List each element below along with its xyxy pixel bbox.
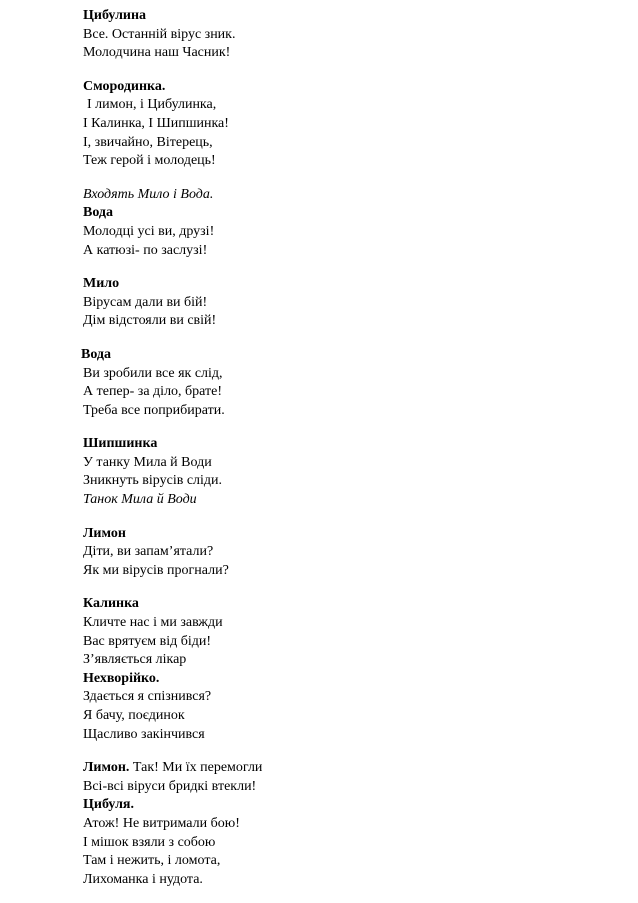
- dialogue-line: Діти, ви запам’ятали?: [83, 544, 214, 560]
- speaker-name: Вода: [81, 346, 112, 362]
- dialogue-line: Здається я спізнився?: [83, 689, 212, 705]
- speaker-name: Нехворійко.: [83, 670, 160, 686]
- dialogue-block-voda-1: [83, 186, 603, 260]
- stage-direction: Входять Мило і Вода.: [83, 186, 214, 202]
- speaker-name: Лимон.: [83, 760, 130, 776]
- dialogue-line: Треба все поприбирати.: [83, 402, 225, 418]
- dialogue-line: І Калинка, І Шипшинка!: [83, 115, 229, 131]
- stage-direction: Танок Мила й Води: [83, 492, 197, 508]
- speaker-name: Шипшинка: [83, 436, 158, 452]
- speaker-name: Калинка: [83, 596, 139, 612]
- dialogue-line: Вірусам дали ви бій!: [83, 294, 208, 310]
- dialogue-block-shypshynka: [83, 435, 603, 509]
- dialogue-line: Дім відстояли ви свій!: [83, 313, 217, 329]
- dialogue-block-mylo: [83, 275, 603, 331]
- dialogue-line: Щасливо закінчився: [83, 726, 205, 742]
- speaker-name: Цибулина: [83, 8, 147, 23]
- dialogue-line: А тепер- за діло, брате!: [83, 384, 223, 400]
- speaker-name: Лимон: [83, 525, 126, 541]
- dialogue-line: Я бачу, поєдинок: [83, 708, 185, 723]
- speaker-name: Мило: [83, 276, 120, 292]
- dialogue-line-with-speaker: [83, 759, 603, 778]
- dialogue-block-voda-2: [83, 346, 603, 420]
- dialogue-line: Як ми вірусів прогнали?: [83, 562, 229, 578]
- dialogue-line: У танку Мила й Води: [83, 454, 212, 470]
- dialogue-line: Там і нежить, і ломота,: [83, 853, 221, 869]
- dialogue-line: Атож! Не витримали бою!: [83, 815, 240, 831]
- dialogue-block-smorodynka: [83, 78, 603, 171]
- dialogue-line: Кличте нас і ми завжди: [83, 615, 223, 631]
- speaker-name: Цибуля.: [83, 797, 135, 813]
- dialogue-line: І лимон, і Цибулинка,: [87, 97, 217, 113]
- dialogue-line: Ви зробили все як слід,: [83, 365, 223, 381]
- dialogue-line: З’являється лікар: [83, 652, 187, 668]
- speaker-name: Вода: [83, 205, 114, 221]
- dialogue-block-tsybulyna: [83, 7, 603, 63]
- dialogue-line: Лихоманка і нудота.: [83, 871, 203, 887]
- dialogue-line: І, звичайно, Вітерець,: [83, 134, 213, 150]
- dialogue-line: Зникнуть вірусів сліди.: [83, 473, 223, 489]
- dialogue-line: Молодчина наш Часник!: [83, 45, 231, 61]
- dialogue-line: Все. Останній вірус зник.: [83, 26, 236, 42]
- dialogue-block-lymon-2: [83, 759, 603, 889]
- dialogue-line: Теж герой і молодець!: [83, 153, 216, 169]
- dialogue-block-lymon-1: [83, 525, 603, 581]
- dialogue-line: Молодці усі ви, друзі!: [83, 223, 215, 239]
- dialogue-text: Так! Ми їх перемогли: [129, 760, 263, 776]
- dialogue-line: І мішок взяли з собою: [83, 834, 216, 850]
- dialogue-line: Вас врятуєм від біди!: [83, 633, 212, 649]
- dialogue-line: А катюзі- по заслузі!: [83, 242, 208, 258]
- speaker-name: Смородинка.: [83, 78, 166, 94]
- play-script-page: [83, 7, 603, 889]
- dialogue-line: Всі-всі віруси бридкі втекли!: [83, 778, 257, 794]
- dialogue-block-kalynka: [83, 595, 603, 744]
